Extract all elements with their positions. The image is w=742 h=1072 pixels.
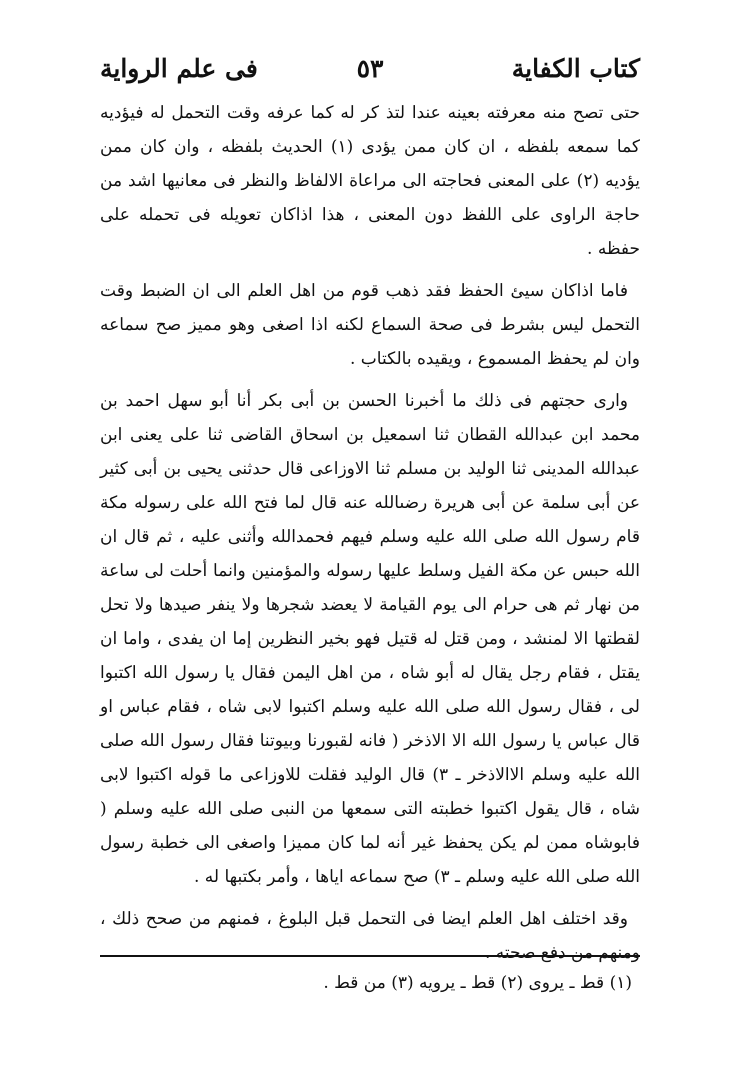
paragraph-3: وارى حجتهم فى ذلك ما أخبرنا الحسن بن أبى بكر أنا أبو سهل احمد بن محمد ابن عبدالله القطان ثنا اسمعيل بن اسحاق القاضى ثنا على يعنى ابن عبدالله المدينى ثنا الوليد بن مسلم ثنا الاوزاعى قال حدثنى يحيى بن أبى كثير عن أبى سلمة عن أبى هريرة رضىالله عنه قال لما فتح الله على رسوله مكة قام رسول الله صلى الله عليه وسلم فيهم فحمدالله وأثنى عليه ، ثم قال ان الله حبس عن مكة الفيل وسلط عليها رسوله والمؤمنين وانما أحلت لى ساعة من نهار ثم هى حرام الى يوم القيامة لا يعضد شجرها ولا ينفر صيدها ولا تحل لقطتها الا لمنشد ، ومن قتل له قتيل فهو بخير النظرين إما ان يفدى ، واما ان يقتل ، فقام رجل يقال له أبو شاه ، من اهل اليمن فقال يا رسول الله اكتبوا لى ، فقال رسول الله صلى الله عليه وسلم اكتبوا لابى شاه ، فقام عباس او قال عباس يا رسول الله الا الاذخر ( فانه لقبورنا وبيوتنا فقال رسول الله صلى الله عليه وسلم الاالاذخر ـ ٣) قال الوليد فقلت للاوزاعى ما قوله اكتبوا لابى شاه ، قال يقول اكتبوا خطبته التى سمعها من النبى صلى الله عليه وسلم ( فابوشاه ممن لم يكن يحفظ غير أنه لما كان مميزا واصغى الى خطبة رسول الله صلى الله عليه وسلم ـ ٣) صح سماعه اياها ، وأمر بكتبها له .	[100, 391, 640, 887]
book-title: كتاب الكفاية	[511, 54, 640, 83]
paragraph-2: فاما اذاكان سيئ الحفظ فقد ذهب قوم من اهل العلم الى ان الضبط وقت التحمل ليس بشرط فى صحة السماع لكنه اذا اصغى وهو مميز صح سماعه وان لم يحفظ المسموع ، ويقيده بالكتاب .	[100, 281, 640, 369]
book-page	[100, 50, 640, 1040]
footnote: (١) قط ـ يروى (٢) قط ـ يرويه (٣) من قط .	[323, 973, 632, 993]
running-subject: فى علم الرواية	[100, 54, 258, 83]
body-text	[100, 96, 640, 970]
footnote-divider	[100, 955, 640, 957]
paragraph-1: حتى تصح منه معرفته بعينه عندا لتذ كر له كما عرفه وقت التحمل له فيؤديه كما سمعه بلفظه ، ان كان ممن يؤدى (١) الحديث بلفظه ، وان كان ممن يؤديه (٢) على المعنى فحاجته الى مراعاة الالفاظ والنظر فى معانيها اشد من حاجة الراوى على اللفظ دون المعنى ، هذا اذاكان تعويله فى تحمله على حفظه .	[100, 103, 641, 259]
page-number: ٥٣	[356, 54, 384, 83]
paragraph-4: وقد اختلف اهل العلم ايضا فى التحمل قبل البلوغ ، فمنهم من صحح ذلك ، ومنهم من دفع صحته .	[100, 909, 640, 963]
page-header	[100, 50, 640, 96]
